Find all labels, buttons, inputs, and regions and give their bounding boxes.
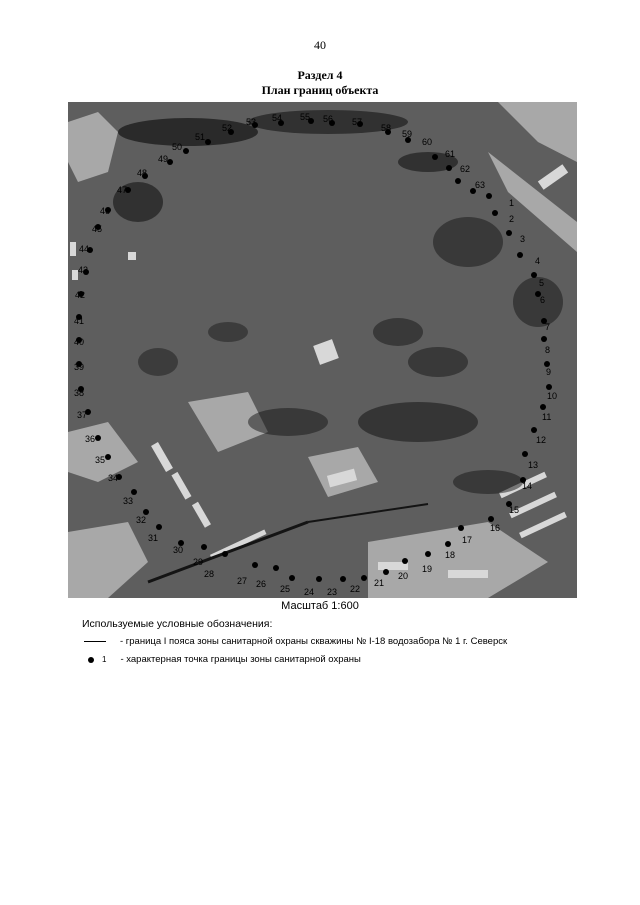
boundary-point <box>361 575 367 581</box>
boundary-point <box>425 551 431 557</box>
boundary-point-label: 2 <box>509 214 515 224</box>
boundary-point-label: 16 <box>490 523 501 533</box>
boundary-point <box>201 544 207 550</box>
boundary-point-label: 36 <box>85 434 96 444</box>
boundary-point-label: 28 <box>204 569 215 579</box>
boundary-point-label: 57 <box>352 117 363 127</box>
boundary-point-label: 25 <box>280 584 291 594</box>
boundary-point-label: 37 <box>77 410 88 420</box>
boundary-point <box>183 148 189 154</box>
section-title: Раздел 4 <box>297 68 343 82</box>
boundary-point-label: 17 <box>462 535 473 545</box>
boundary-point <box>540 404 546 410</box>
boundary-point-label: 18 <box>445 550 456 560</box>
boundary-point <box>131 489 137 495</box>
boundary-point-label: 44 <box>79 244 90 254</box>
boundary-point <box>546 384 552 390</box>
boundary-point-label: 26 <box>256 579 267 589</box>
boundary-line-symbol <box>84 641 106 642</box>
boundary-point <box>95 435 101 441</box>
boundary-point-label: 35 <box>95 455 106 465</box>
boundary-point <box>289 575 295 581</box>
boundary-point-label: 48 <box>137 168 148 178</box>
boundary-point-label: 61 <box>445 149 456 159</box>
boundary-point <box>446 165 452 171</box>
boundary-point <box>273 565 279 571</box>
aerial-map <box>68 102 577 598</box>
boundary-point <box>458 525 464 531</box>
boundary-point-label: 20 <box>398 571 409 581</box>
boundary-point-label: 10 <box>547 391 558 401</box>
boundary-point-label: 23 <box>327 587 338 597</box>
map-canvas <box>68 102 577 598</box>
boundary-point-label: 9 <box>546 367 552 377</box>
page-number: 40 <box>314 38 326 52</box>
boundary-point-label: 63 <box>475 180 486 190</box>
boundary-point-label: 39 <box>74 362 85 372</box>
boundary-point-label: 38 <box>74 388 85 398</box>
boundary-point <box>222 551 228 557</box>
boundary-point <box>252 562 258 568</box>
boundary-point-label: 19 <box>422 564 433 574</box>
boundary-point-label: 51 <box>195 132 206 142</box>
boundary-point <box>205 139 211 145</box>
boundary-point-label: 42 <box>75 290 86 300</box>
point-symbol-number: 1 <box>102 655 107 664</box>
boundary-point <box>531 427 537 433</box>
boundary-point-label: 11 <box>542 412 552 422</box>
boundary-point-label: 22 <box>350 584 361 594</box>
boundary-point-label: 54 <box>272 113 283 123</box>
boundary-point <box>541 336 547 342</box>
boundary-point-label: 4 <box>535 256 541 266</box>
point-symbol <box>88 657 94 663</box>
boundary-point-label: 30 <box>173 545 184 555</box>
boundary-point-label: 8 <box>545 345 551 355</box>
boundary-point-label: 40 <box>74 337 85 347</box>
boundary-point-label: 49 <box>158 154 169 164</box>
boundary-point-label: 46 <box>100 206 111 216</box>
boundary-point-label: 5 <box>539 278 545 288</box>
boundary-point <box>522 451 528 457</box>
boundary-point-label: 31 <box>148 533 159 543</box>
boundary-point-label: 53 <box>246 117 257 127</box>
boundary-point <box>340 576 346 582</box>
boundary-point <box>531 272 537 278</box>
boundary-point-label: 55 <box>300 112 311 122</box>
boundary-point-label: 32 <box>136 515 147 525</box>
boundary-point <box>402 558 408 564</box>
boundary-point-label: 33 <box>123 496 134 506</box>
boundary-point-label: 14 <box>522 481 533 491</box>
boundary-point <box>486 193 492 199</box>
boundary-point-label: 41 <box>74 316 85 326</box>
boundary-point <box>156 524 162 530</box>
boundary-point-label: 3 <box>520 234 526 244</box>
boundary-point-label: 56 <box>323 114 334 124</box>
boundary-point-label: 45 <box>92 224 103 234</box>
boundary-point <box>316 576 322 582</box>
map-scale: Масштаб 1:600 <box>281 600 359 612</box>
boundary-point-label: 29 <box>193 557 204 567</box>
legend-point-text: - характерная точка границы зоны санитарной охраны <box>120 654 361 665</box>
boundary-point <box>455 178 461 184</box>
boundary-point-label: 7 <box>545 322 551 332</box>
boundary-point <box>506 230 512 236</box>
legend-title: Используемые условные обозначения: <box>82 618 273 630</box>
boundary-point <box>432 154 438 160</box>
boundary-point-label: 24 <box>304 587 315 597</box>
boundary-point <box>488 516 494 522</box>
legend-boundary-text: - граница I пояса зоны санитарной охраны скважины № I-18 водозабора № 1 г. Северск <box>120 636 508 647</box>
boundary-point <box>383 569 389 575</box>
boundary-point-label: 50 <box>172 142 183 152</box>
boundary-point-label: 47 <box>117 185 128 195</box>
boundary-point-label: 21 <box>374 578 385 588</box>
boundary-point-label: 27 <box>237 576 248 586</box>
boundary-point-label: 34 <box>108 473 119 483</box>
legend-item-boundary <box>82 636 507 647</box>
boundary-point-label: 43 <box>78 265 89 275</box>
boundary-point-label: 12 <box>536 435 547 445</box>
boundary-point <box>492 210 498 216</box>
boundary-point-label: 6 <box>540 295 546 305</box>
boundary-point-label: 13 <box>528 460 539 470</box>
boundary-point-label: 1 <box>509 198 515 208</box>
boundary-point-label: 52 <box>222 123 233 133</box>
boundary-point <box>445 541 451 547</box>
boundary-point <box>105 454 111 460</box>
boundary-point-label: 58 <box>381 123 392 133</box>
boundary-point <box>517 252 523 258</box>
boundary-point-label: 62 <box>460 164 471 174</box>
boundary-point-label: 59 <box>402 129 413 139</box>
boundary-point-label: 15 <box>509 505 520 515</box>
section-subtitle: План границ объекта <box>261 83 379 97</box>
boundary-point-label: 60 <box>422 137 433 147</box>
legend-item-point <box>82 654 361 665</box>
